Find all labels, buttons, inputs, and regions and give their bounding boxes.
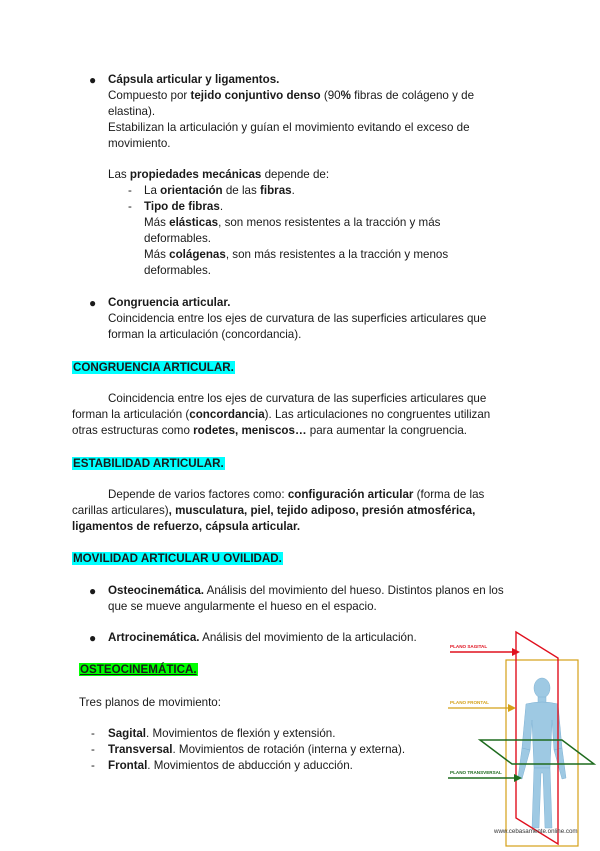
section-heading-movilidad: MOVILIDAD ARTICULAR U OVILIDAD. <box>73 552 282 565</box>
osteocinematica-bullet: Osteocinemática. Análisis del movimiento del hueso. Distintos planos en los <box>108 584 504 597</box>
capsula-line-4: movimiento. <box>108 137 171 150</box>
colagenas-line-2: deformables. <box>144 264 212 277</box>
bullet-dot: ● <box>89 73 97 87</box>
congruencia-bullet-line-1: Coincidencia entre los ejes de curvatura de las superficies articulares que <box>108 312 487 325</box>
dash-marker: - <box>91 727 95 740</box>
label-plano-frontal: PLANO FRONTAL <box>450 700 489 705</box>
anatomical-planes-figure <box>444 628 600 848</box>
propiedades-line: Las propiedades mecánicas depende de: <box>108 168 330 181</box>
dash-marker: - <box>91 743 95 756</box>
plano-item-transversal: Transversal. Movimientos de rotación (interna y externa). <box>108 743 406 756</box>
artrocinematica-bullet: Artrocinemática. Análisis del movimiento de la articulación. <box>108 631 417 644</box>
section-heading-osteocinematica: OSTEOCINEMÁTICA. <box>80 663 197 676</box>
plano-item-frontal: Frontal. Movimientos de abducción y aducción. <box>108 759 353 772</box>
capsula-line-1: Compuesto por tejido conjuntivo denso (90% fibras de colágeno y de <box>108 89 475 102</box>
frontal-arrow-head <box>508 704 516 712</box>
sub-orientacion: La orientación de las fibras. <box>144 184 295 197</box>
planos-intro: Tres planos de movimiento: <box>79 696 221 709</box>
elasticas-line-2: deformables. <box>144 232 212 245</box>
congruencia-para-line-2: forman la articulación (concordancia). Las articulaciones no congruentes utilizan <box>72 408 491 421</box>
congruencia-bullet-line-2: forman la articulación (concordancia). <box>108 328 302 341</box>
anatomical-planes-svg <box>444 628 600 848</box>
bullet-dot: ● <box>89 631 97 645</box>
sub-tipo-fibras: Tipo de fibras. <box>144 200 224 213</box>
dash-marker: - <box>128 200 132 213</box>
dash-marker: - <box>91 759 95 772</box>
label-plano-sagital: PLANO SAGITAL <box>450 644 488 649</box>
section-heading-estabilidad: ESTABILIDAD ARTICULAR. <box>73 457 224 470</box>
osteocinematica-bullet-line-2: que se mueve angularmente el hueso en el espacio. <box>108 600 377 613</box>
congruencia-para-line-3: otras estructuras como rodetes, meniscos… para aumentar la congruencia. <box>72 424 468 437</box>
estabilidad-para-line-3: ligamentos de refuerzo, cápsula articular. <box>72 520 301 533</box>
dash-marker: - <box>128 184 132 197</box>
estabilidad-para-line-2: carillas articulares), musculatura, piel, tejido adiposo, presión atmosférica, <box>72 504 476 517</box>
capsula-title: Cápsula articular y ligamentos. <box>108 73 280 86</box>
human-body-icon <box>518 678 566 828</box>
elasticas-line: Más elásticas, son menos resistentes a la tracción y más <box>144 216 441 229</box>
watermark: www.cebasamente.online.com <box>494 828 578 835</box>
label-plano-transversal: PLANO TRANSVERSAL <box>450 770 502 775</box>
estabilidad-para-line-1: Depende de varios factores como: configuración articular (forma de las <box>108 488 485 501</box>
section-heading-congruencia: CONGRUENCIA ARTICULAR. <box>73 361 234 374</box>
bullet-dot: ● <box>89 584 97 598</box>
capsula-line-3: Estabilizan la articulación y guían el movimiento evitando el exceso de <box>108 121 470 134</box>
bullet-dot: ● <box>89 296 97 310</box>
plano-item-sagital: Sagital. Movimientos de flexión y extensión. <box>108 727 336 740</box>
congruencia-para-line-1: Coincidencia entre los ejes de curvatura de las superficies articulares que <box>108 392 487 405</box>
colagenas-line: Más colágenas, son más resistentes a la tracción y menos <box>144 248 449 261</box>
congruencia-bullet-title: Congruencia articular. <box>108 296 231 309</box>
capsula-line-2: elastina). <box>108 105 156 118</box>
